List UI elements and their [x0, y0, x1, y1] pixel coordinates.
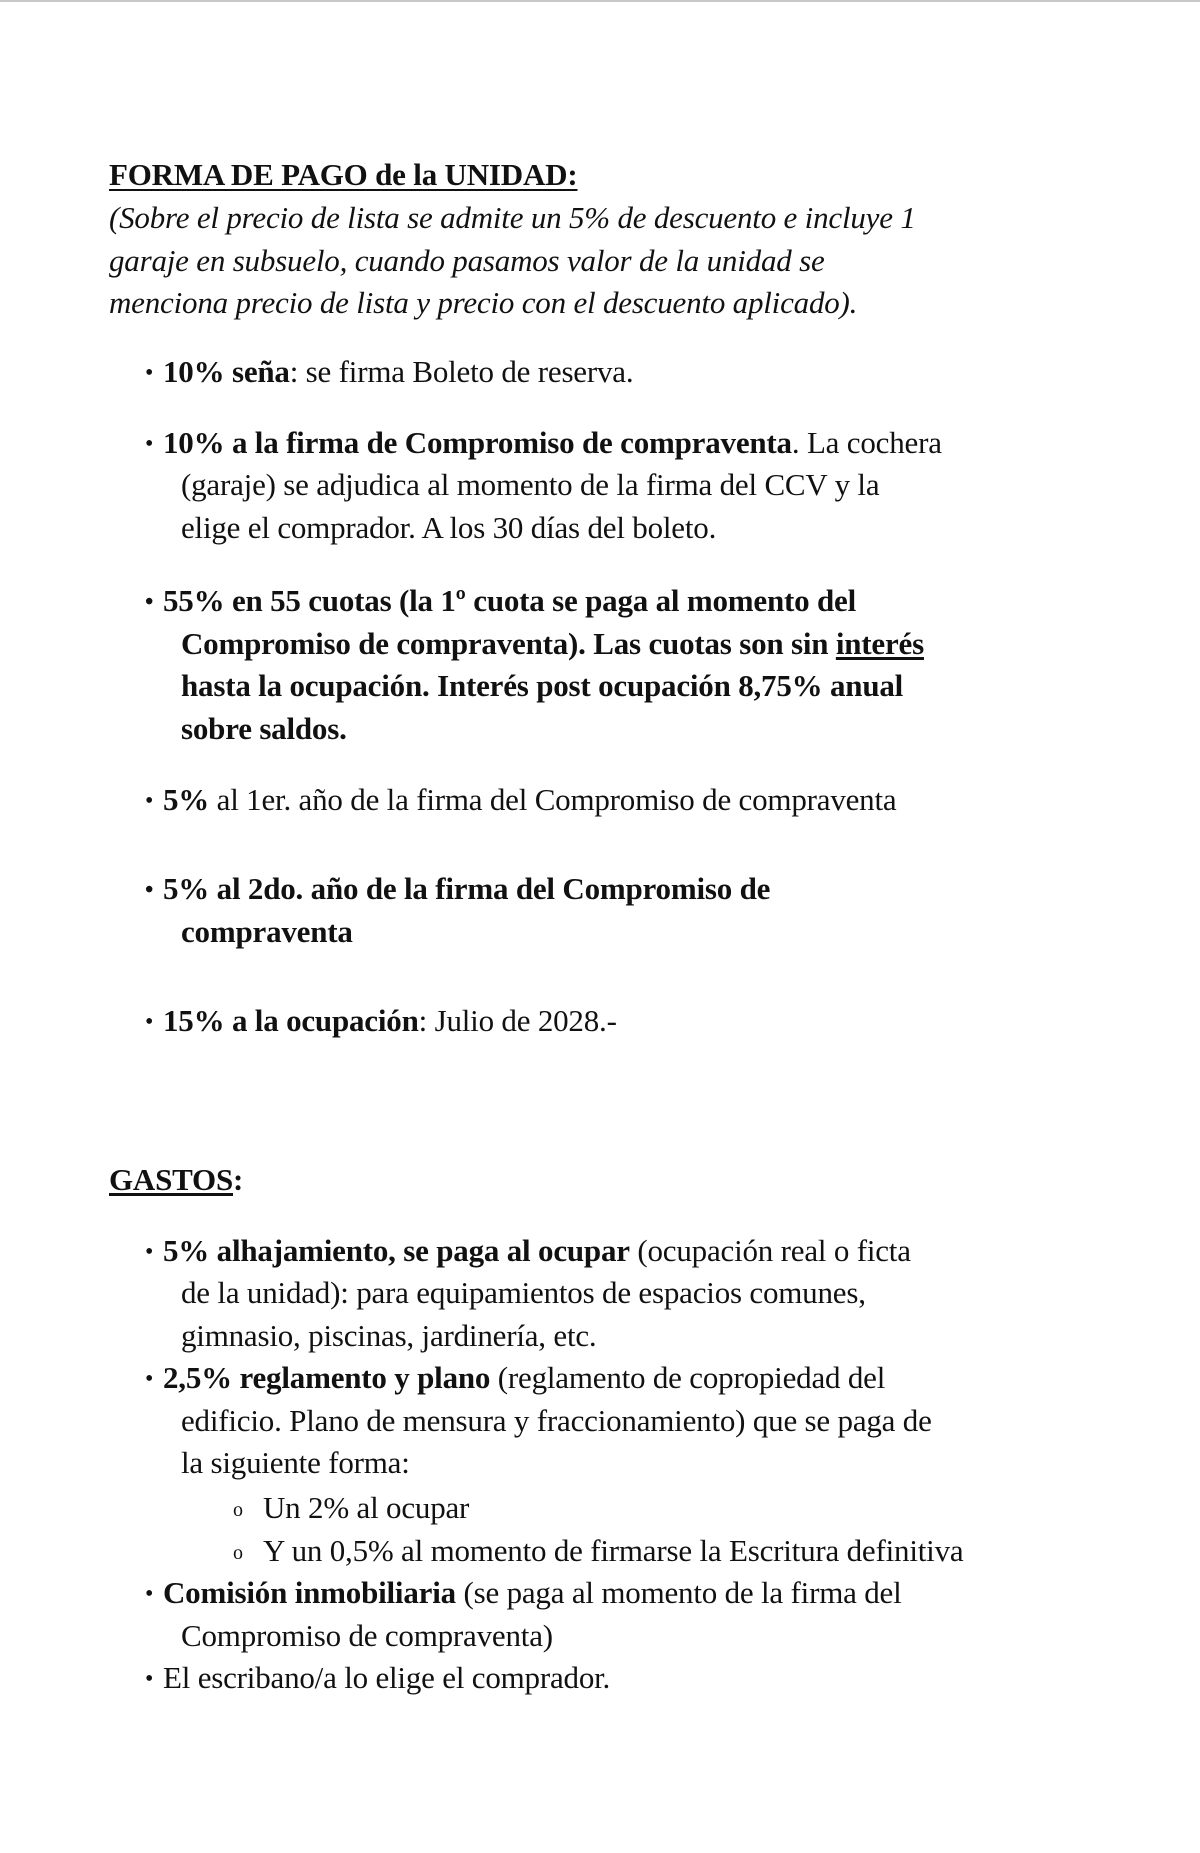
expenses-title-text: GASTOS — [109, 1162, 234, 1197]
item-text: 5% al 2do. año de la firma del Compromiso de — [163, 871, 771, 906]
item-text: . La cochera — [791, 425, 942, 460]
payment-item-compromiso — [145, 423, 942, 464]
sub-item — [233, 1488, 469, 1530]
item-continuation: elige el comprador. A los 30 días del boleto. — [181, 510, 717, 545]
expenses-title — [109, 1160, 243, 1200]
item-text: Compromiso de compraventa). Las cuotas son sin — [181, 626, 836, 661]
item-continuation: hasta la ocupación. Interés post ocupación 8,75% anual — [181, 668, 904, 703]
item-text: El escribano/a lo elige el comprador. — [163, 1660, 611, 1695]
intro-line: garaje en subsuelo, cuando pasamos valor de la unidad se — [109, 243, 825, 278]
expense-item-comision — [145, 1573, 902, 1614]
item-text: (ocupación real o ficta — [629, 1233, 911, 1268]
payment-item-primer-ano — [145, 780, 896, 821]
item-bold: 15% a la ocupación — [163, 1003, 419, 1038]
circle-bullet-icon: o — [233, 1499, 243, 1521]
bullet-icon: • — [145, 589, 154, 615]
bullet-icon: • — [145, 431, 154, 457]
expense-item-alhajamiento — [145, 1231, 911, 1272]
circle-bullet-icon: o — [233, 1542, 243, 1564]
top-border — [0, 0, 1200, 2]
bullet-icon: • — [145, 877, 154, 903]
item-text: al 1er. año de la firma del Compromiso de compraventa — [209, 782, 897, 817]
sub-item-text: Un 2% al ocupar — [263, 1490, 470, 1525]
payment-title: FORMA DE PAGO de la UNIDAD: — [109, 157, 578, 192]
payment-item-ocupacion — [145, 1001, 617, 1042]
sub-item — [233, 1531, 963, 1573]
bullet-icon: • — [145, 788, 154, 814]
item-text: : Julio de 2028.- — [418, 1003, 617, 1038]
bullet-icon: • — [145, 1239, 154, 1265]
item-bold: 2,5% reglamento y plano — [163, 1360, 491, 1395]
expenses-title-colon: : — [233, 1162, 244, 1197]
item-bold: 10% seña — [163, 354, 290, 389]
sub-item-text: Y un 0,5% al momento de firmarse la Escritura definitiva — [263, 1533, 964, 1568]
item-text: 55% en 55 cuotas (la 1º cuota se paga al momento del — [163, 583, 856, 618]
item-continuation: sobre saldos. — [181, 711, 347, 746]
expense-item-escribano — [145, 1658, 610, 1699]
item-text: (se paga al momento de la firma del — [455, 1575, 902, 1610]
bullet-icon: • — [145, 1009, 154, 1035]
item-continuation: Compromiso de compraventa) — [181, 1618, 553, 1653]
bullet-icon: • — [145, 1666, 154, 1692]
bullet-icon: • — [145, 360, 154, 386]
intro-line: menciona precio de lista y precio con el descuento aplicado). — [109, 285, 858, 320]
bullet-icon: • — [145, 1366, 154, 1392]
payment-item-sena — [145, 352, 633, 393]
bullet-icon: • — [145, 1581, 154, 1607]
item-continuation: la siguiente forma: — [181, 1445, 410, 1480]
item-continuation: (garaje) se adjudica al momento de la firma del CCV y la — [181, 467, 880, 502]
item-text: : se firma Boleto de reserva. — [289, 354, 634, 389]
item-continuation: edificio. Plano de mensura y fraccionamiento) que se paga de — [181, 1403, 932, 1438]
expense-item-reglamento — [145, 1358, 885, 1399]
item-continuation: de la unidad): para equipamientos de espacios comunes, — [181, 1275, 866, 1310]
item-bold: Comisión inmobiliaria — [163, 1575, 456, 1610]
item-bold: 10% a la firma de Compromiso de compraventa — [163, 425, 792, 460]
payment-item-cuotas — [145, 581, 856, 622]
intro-line: (Sobre el precio de lista se admite un 5% de descuento e incluye 1 — [109, 200, 916, 235]
item-bold: 5% alhajamiento, se paga al ocupar — [163, 1233, 630, 1268]
item-text: (reglamento de copropiedad del — [490, 1360, 886, 1395]
underlined-word: interés — [835, 626, 924, 661]
payment-item-segundo-ano — [145, 869, 770, 910]
item-continuation: gimnasio, piscinas, jardinería, etc. — [181, 1318, 597, 1353]
item-bold: 5% — [163, 782, 210, 817]
item-continuation: compraventa — [181, 914, 353, 949]
item-continuation — [181, 624, 924, 664]
